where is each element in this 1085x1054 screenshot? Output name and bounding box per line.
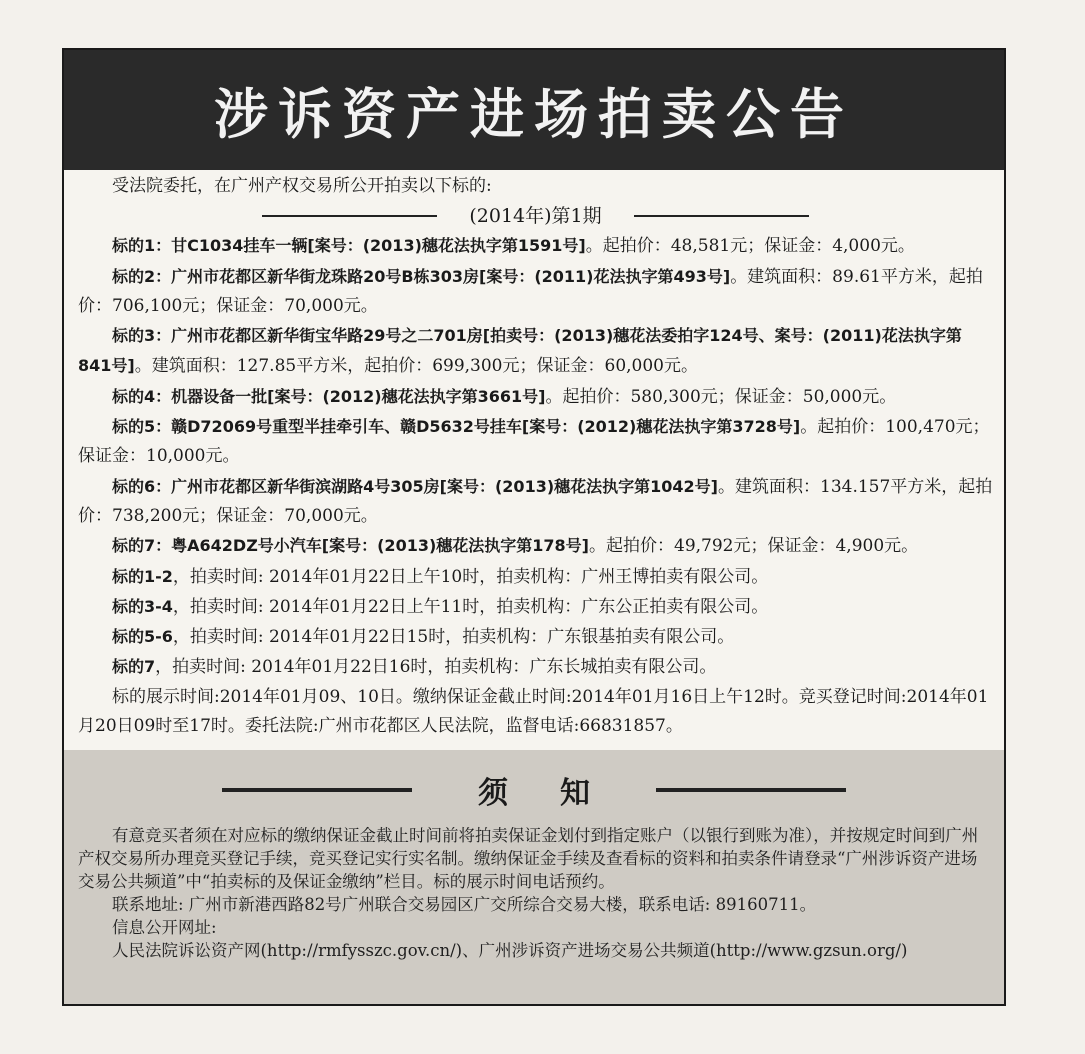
notice-text xyxy=(78,824,990,962)
intro-line: 受法院委托，在广州产权交易所公开拍卖以下标的: xyxy=(112,176,492,196)
info-label: 信息公开网址: xyxy=(112,918,217,937)
announcement-body xyxy=(78,172,993,741)
lot-4: 标的4：机器设备一批[案号：(2012)穗花法执字第3661号]。起拍价：580,300元；保证金：50,000元。 xyxy=(112,386,897,407)
lot-1: 标的1：甘C1034挂车一辆[案号：(2013)穗花法执字第1591号]。起拍价：48,581元；保证金：4,000元。 xyxy=(112,236,915,257)
lot-3: 标的3：广州市花都区新华街宝华路29号之二701房[拍卖号：(2013)穗花法委拍字124号、案号：(2011)花法执字第841号]。建筑面积：127.85平方米，起拍价：699,300元；保证金：60,000元。 xyxy=(78,326,962,377)
announcement-frame xyxy=(62,48,1006,1006)
contact-address: 联系地址: 广州市新港西路82号广州联合交易园区广交所综合交易大楼，联系电话: 89160711。 xyxy=(112,895,817,914)
lot-6: 标的6：广州市花都区新华街滨湖路4号305房[案号：(2013)穗花法执字第1042号]。建筑面积：134.157平方米，起拍价：738,200元；保证金：70,000元。 xyxy=(78,476,993,526)
lot-5: 标的5：赣D72069号重型半挂牵引车、赣D5632号挂车[案号：(2012)穗花法执字第3728号]。起拍价：100,470元；保证金：10,000元。 xyxy=(78,417,990,467)
lot-7: 标的7：粤A642DZ号小汽车[案号：(2013)穗花法执字第178号]。起拍价：49,792元；保证金：4,900元。 xyxy=(112,536,919,557)
schedule-text: 标的展示时间:2014年01月09、10日。缴纳保证金截止时间:2014年01月16日上午12时。竞买登记时间:2014年01月20日09时至17时。委托法院:广州市花都区人民法院，监督电话:66831857。 xyxy=(78,686,989,737)
session-4: 标的7，拍卖时间: 2014年01月22日16时，拍卖机构：广东长城拍卖有限公司。 xyxy=(112,657,717,678)
notice-body: 有意竞买者须在对应标的缴纳保证金截止时间前将拍卖保证金划付到指定账户（以银行到账为准），并按规定时间到广州产权交易所办理竞买登记手续，竞买登记实行实名制。缴纳保证金手续及查看标的资料和拍卖条件请登录“广州涉诉资产进场交易公共频道”中“拍卖标的及保证金缴纳”栏目。标的展示时间电话预约。 xyxy=(78,826,979,891)
info-urls: 人民法院诉讼资产网(http://rmfysszc.gov.cn/)、广州涉诉资产进场交易公共频道(http://www.gzsun.org/) xyxy=(112,941,908,960)
notice-header xyxy=(64,750,1004,830)
divider-right xyxy=(634,215,809,217)
title-banner xyxy=(64,50,1004,170)
issue-number: (2014年)第1期 xyxy=(469,204,602,227)
notice-title: 须知 xyxy=(478,776,642,811)
issue-row xyxy=(78,201,993,231)
divider-left xyxy=(262,215,437,217)
session-3: 标的5-6，拍卖时间: 2014年01月22日15时，拍卖机构：广东银基拍卖有限公司。 xyxy=(112,627,735,648)
lot-2: 标的2：广州市花都区新华街龙珠路20号B栋303房[案号：(2011)花法执字第493号]。建筑面积：89.61平方米，起拍价：706,100元；保证金：70,000元。 xyxy=(78,266,983,316)
announcement-title: 涉诉资产进场拍卖公告 xyxy=(214,82,854,146)
notice-section xyxy=(64,750,1004,1004)
notice-rule-right xyxy=(656,788,846,792)
session-2: 标的3-4，拍卖时间: 2014年01月22日上午11时，拍卖机构：广东公正拍卖有限公司。 xyxy=(112,596,769,617)
session-1: 标的1-2，拍卖时间: 2014年01月22日上午10时，拍卖机构：广州王博拍卖有限公司。 xyxy=(112,566,769,587)
notice-rule-left xyxy=(222,788,412,792)
